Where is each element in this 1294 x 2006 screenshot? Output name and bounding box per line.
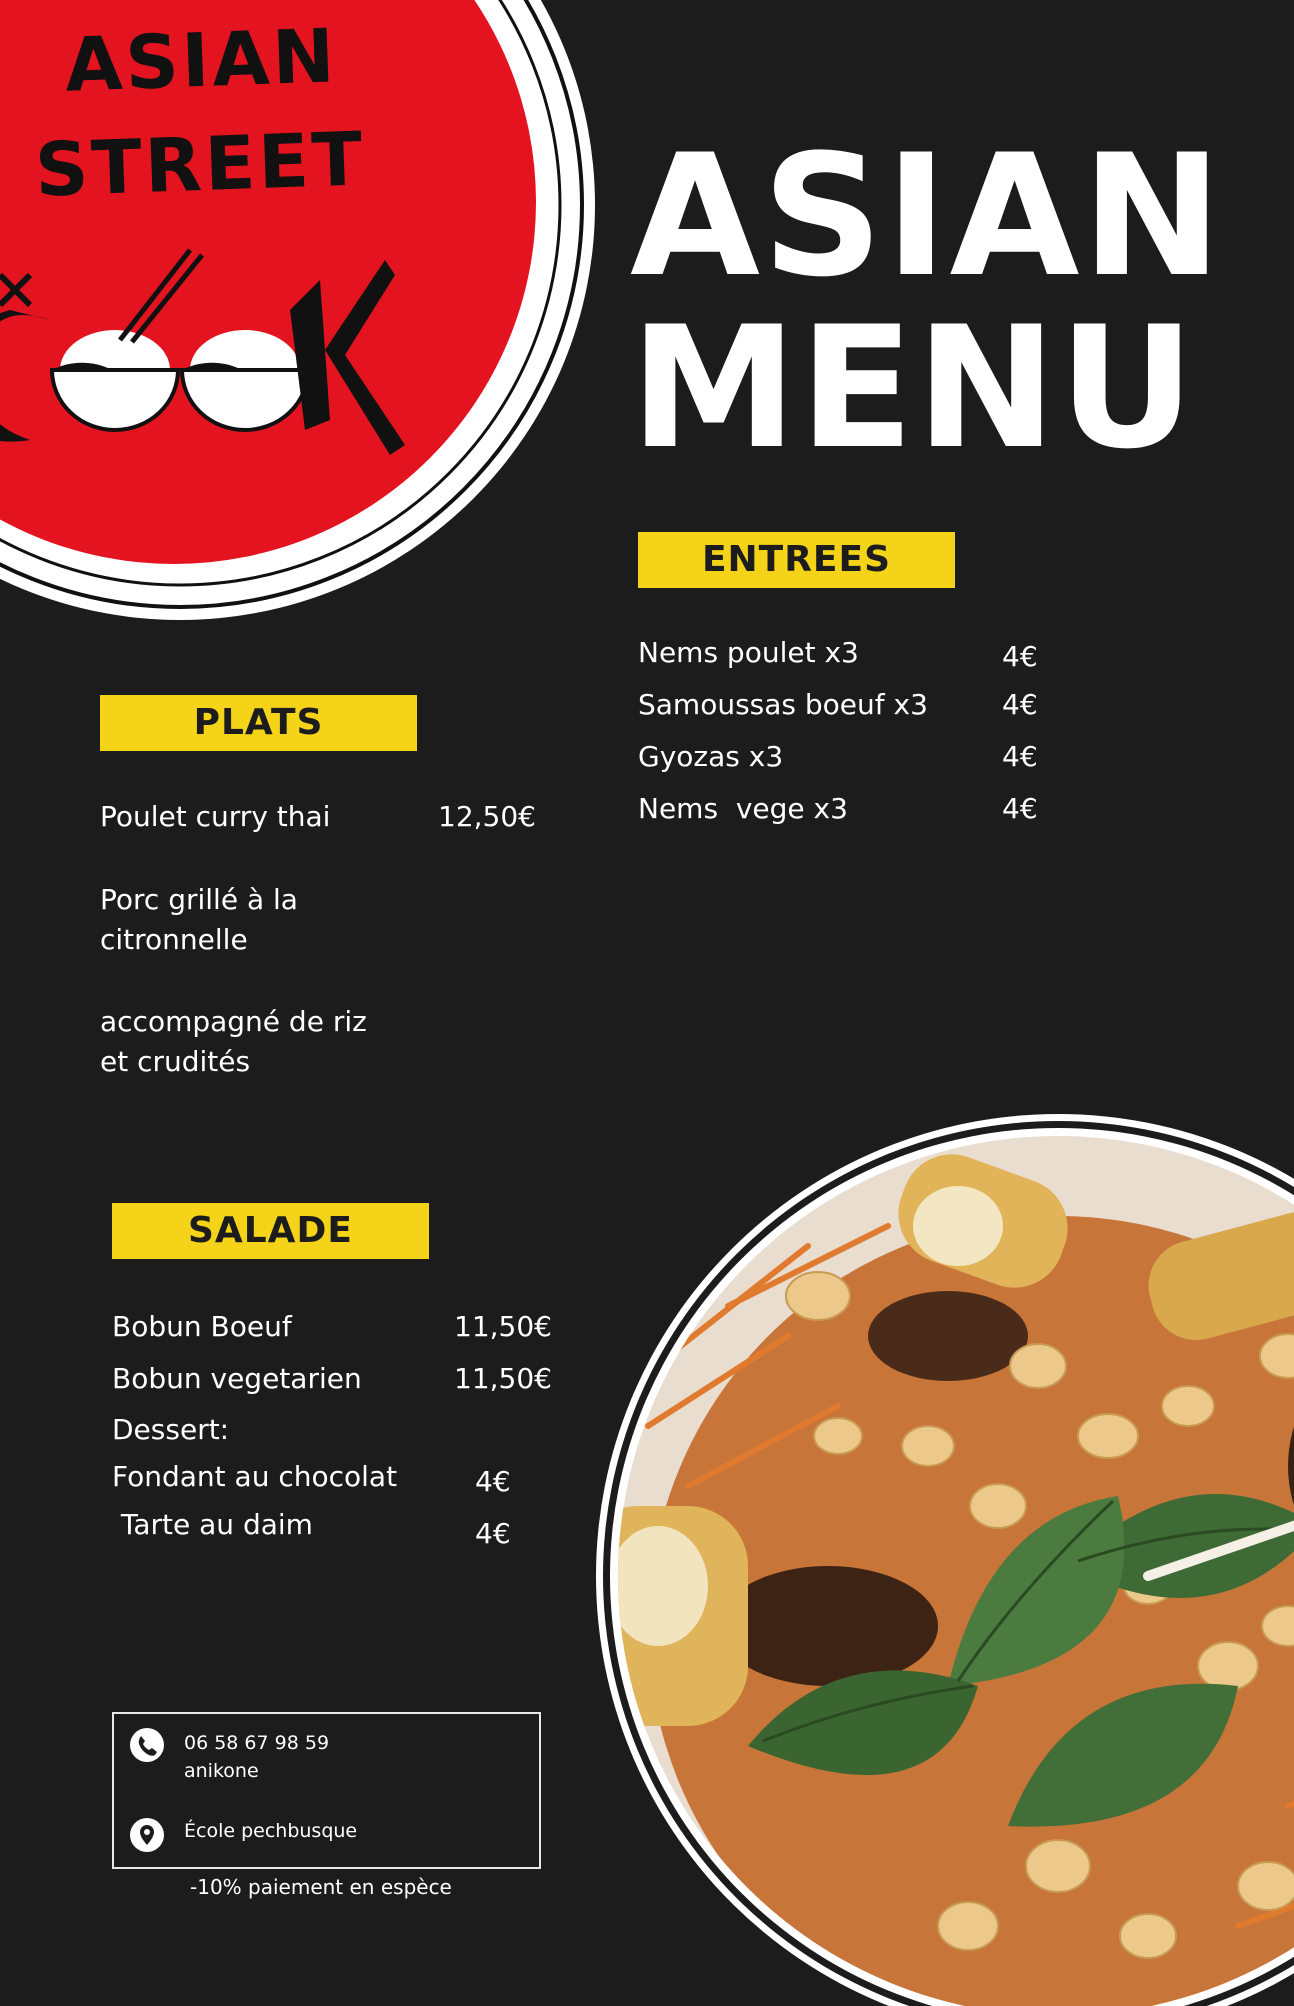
menu-item-price: 4€ [1002,792,1038,825]
logo-text-asian: ASIAN [63,13,339,109]
title-line-2: MENU [630,290,1197,486]
menu-item-price: 11,50€ [454,1310,552,1343]
menu-item-name: Nems poulet x3 [638,636,859,669]
contact-box [112,1712,541,1869]
menu-item-name: Fondant au chocolat [112,1460,398,1493]
menu-item-name: Nems vege x3 [638,792,848,825]
menu-item-price: 12,50€ [438,800,536,833]
menu-item-price: 4€ [475,1465,511,1498]
menu-item-price: 11,50€ [454,1362,552,1395]
menu-item-price: 4€ [1002,688,1038,721]
cash-discount-note: -10% paiement en espèce [190,1875,452,1899]
contact-name: anikone [184,1760,259,1782]
menu-description: Porc grillé à la citronnelle [100,883,298,956]
page-title [630,118,1280,486]
menu-description: accompagné de riz et crudités [100,1005,367,1078]
section-badge-plats: PLATS [100,695,417,751]
menu-item-price: 4€ [1002,640,1038,673]
menu-item-name: Gyozas x3 [638,740,784,773]
menu-item-price: 4€ [475,1517,511,1550]
section-badge-salade: SALADE [112,1203,429,1259]
logo-text-street: STREET [33,116,367,214]
dessert-label: Dessert: [112,1413,230,1446]
title-line-1: ASIAN [630,118,1225,314]
menu-item-price: 4€ [1002,740,1038,773]
contact-phone: 06 58 67 98 59 [184,1732,330,1754]
menu-item-name: Samoussas boeuf x3 [638,688,928,721]
section-badge-entrees: ENTREES [638,532,955,588]
phone-icon [130,1728,164,1762]
menu-item-name: Bobun vegetarien [112,1362,362,1395]
menu-item-name: Poulet curry thai [100,800,331,833]
menu-item-name: Tarte au daim [112,1508,313,1541]
contact-location: École pechbusque [184,1820,358,1842]
food-bowl-photo [588,1106,1294,2006]
menu-item-name: Bobun Boeuf [112,1310,292,1343]
location-pin-icon [130,1818,164,1852]
